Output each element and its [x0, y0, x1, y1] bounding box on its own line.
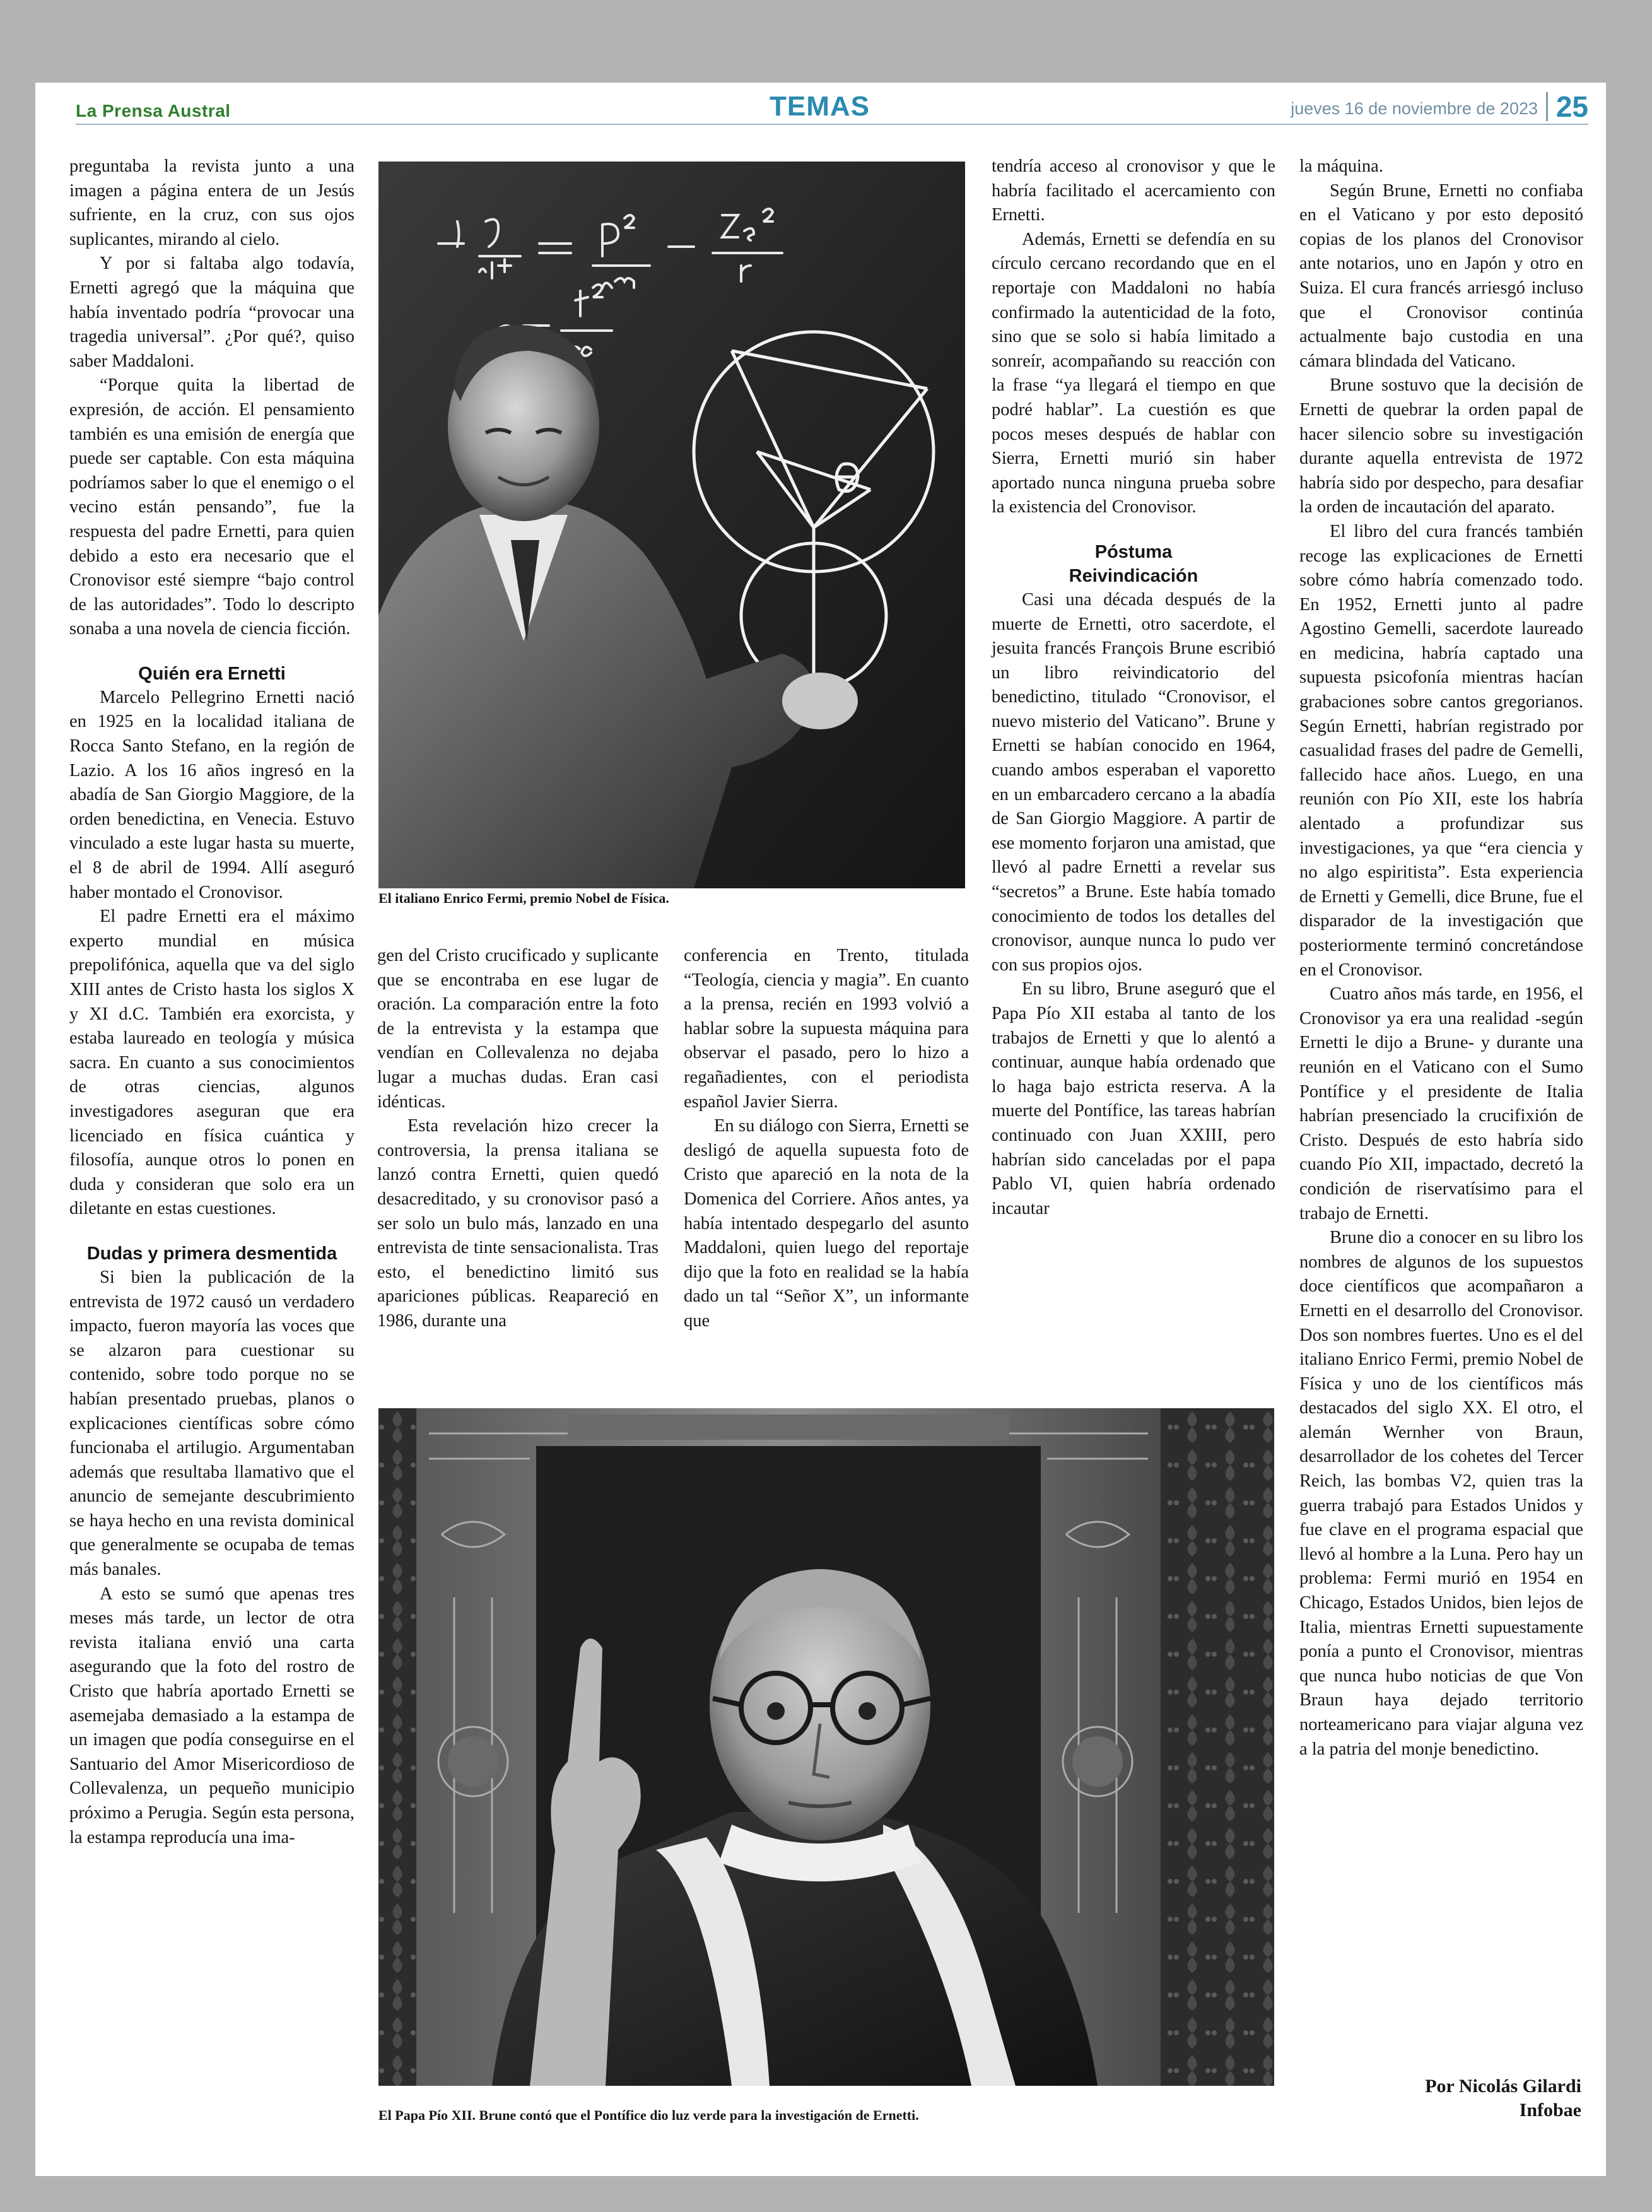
- paragraph: El padre Ernetti era el máximo experto mundial en música prepolifónica, aquella que va del siglo XIII antes de Cristo hasta los siglos X y XI d.C. También era exorcista, y estaba laureado en teología y música sacra. En cuanto a sus conocimientos de otras ciencias, algunos investigadores aseguran que era licenciado en física cuántica y filosofía, aunque otros lo ponen en duda y consideran que solo era un diletante en estas cuestiones.: [69, 907, 354, 1219]
- paragraph: tendría acceso al cronovisor y que le habría facilitado el acercamiento con Ernetti.: [992, 156, 1275, 225]
- byline: [1316, 2074, 1581, 2122]
- subheading-dudas-y-primera-desmentida: Dudas y primera desmentida: [86, 1243, 337, 1264]
- paragraph: gen del Cristo crucificado y suplicante que se encontraba en ese lugar de oración. La comparación entre la foto de la entrevista y la estampa que vendían en Collevalenza no dejaba lugar a muchas dudas. Eran casi idénticas.: [377, 946, 659, 1112]
- fermi-caption: El italiano Enrico Fermi, premio Nobel de Física.: [378, 890, 669, 906]
- paragraph: A esto se sumó que apenas tres meses más tarde, un lector de otra revista italiana envió una carta asegurando que la foto del rostro de Cristo que habría aportado Ernetti se asemejaba demasiado a la estampa de un imagen que podía conseguirse en el Santuario del Amor Misericordioso de Collevalenza, un pequeño municipio próximo a Perugia. Según esta persona, la estampa reproducía una ima-: [69, 1584, 354, 1847]
- paragraph: “Porque quita la libertad de expresión, de acción. El pensamiento también es una emisión de energía que puede ser captable. Con esta máquina podríamos saber lo que el enemigo o el vecino están pensando”, fue la respuesta del padre Ernetti, para quien debido a esto era necesario que el Cronovisor esté siempre “bajo control de las autoridades”. Todo lo descripto sonaba a una novela de ciencia ficción.: [69, 375, 354, 639]
- paragraph: la máquina.: [1299, 156, 1383, 176]
- paragraph: conferencia en Trento, titulada “Teología, ciencia y magia”. En cuanto a la prensa, recién en 1993 volvió a hablar sobre la supuesta máquina para observar el pasado, pero lo hizo a regañadientes, con el periodista español Javier Sierra.: [684, 946, 969, 1112]
- article-column-5: [1299, 155, 1583, 1762]
- pius-xii-caption: El Papa Pío XII. Brune contó que el Pontífice dio luz verde para la investigación de Ernetti.: [378, 2107, 919, 2123]
- paragraph: Además, Ernetti se defendía en su círculo cercano recordando que en el reportaje con Maddaloni no había confirmado la autenticidad de la foto, sino que se solo si había limitado a sonreír, acompañando su reacción con la frase “ya llegará el tiempo en que podré hablar”. La cuestión es que pocos meses después de hablar con Sierra, Ernetti murió sin haber aportado nunca ninguna prueba sobre la existencia del Cronovisor.: [992, 229, 1275, 517]
- paragraph: Y por si faltaba algo todavía, Ernetti agregó que la máquina que había inventado podría “provocar una tragedia universal”. ¿Por qué?, quiso saber Maddaloni.: [69, 254, 354, 371]
- page-number: 25: [1555, 90, 1588, 123]
- article-column-1: [69, 155, 354, 1850]
- paragraph: Brune sostuvo que la decisión de Ernetti de quebrar la orden papal de hacer silencio sobre su investigación durante aquella entrevista de 1972 habría sido por despecho, para desafiar la orden de incautación del aparato.: [1299, 375, 1583, 517]
- paragraph: Casi una década después de la muerte de Ernetti, otro sacerdote, el jesuita francés François Brune escribió un libro reivindicatorio del benedictino, titulado “Cronovisor, el nuevo misterio del Vaticano”. Brune y Ernetti se habían conocido en 1964, cuando ambos esperaban el vaporetto en un embarcadero cercano a la abadía de San Giorgio Maggiore. A partir de ese momento forjaron una amistad, que llevó al padre Ernetti a revelar sus “secretos” a Brune. Este había tomado conocimiento de todos los detalles del cronovisor, aunque nunca lo pudo ver con sus propios ojos.: [992, 589, 1275, 975]
- paragraph: Según Brune, Ernetti no confiaba en el Vaticano y por esto depositó copias de los planos del Cronovisor ante notarios, uno en Japón y otro en Suiza. El cura francés arriesgó incluso que el Cronovisor continúa actualmente bajo custodia en una cámara blindada del Vaticano.: [1299, 180, 1583, 371]
- paragraph: Cuatro años más tarde, en 1956, el Cronovisor ya era una realidad -según Ernetti le dijo a Brune- y durante una reunión en el Vaticano con el Sumo Pontífice y el presidente de Italia habrían presenciado la crucifixión de Cristo. Después de esto habría sido cuando Pío XII, impactado, decretó la condición de riservatísimo para el trabajo de Ernetti.: [1299, 984, 1583, 1223]
- publication-name: La Prensa Austral: [76, 101, 231, 121]
- paragraph: preguntaba la revista junto a una imagen a página entera de un Jesús sufriente, en la cruz, con sus ojos suplicantes, mirando al cielo.: [69, 156, 354, 249]
- pius-xii-photo: [378, 1408, 1274, 2086]
- page-header: [76, 87, 1588, 122]
- paragraph: El libro del cura francés también recoge las explicaciones de Ernetti sobre cómo habría comenzado todo. En 1952, Ernetti junto al padre Agostino Gemelli, sacerdote laureado en medicina, habría captado una supuesta psicofonía mientras hacían grabaciones sobre cantos gregorianos. Según Ernetti, habrían registrado por casualidad frases del padre de Gemelli, fallecido hace años. Luego, en una reunión con Pío XII, este los habría alentado a profundizar sus investigaciones, ya que “era ciencia y no algo espiritista”. Esta experiencia de Ernetti y Gemelli, dice Brune, fue el disparador de la investigación que posteriormente terminó concretándose en el Cronovisor.: [1299, 521, 1583, 980]
- article-column-2: [377, 944, 659, 1334]
- paragraph: En su libro, Brune aseguró que el Papa Pío XII estaba al tanto de los trabajos de Ernetti y que lo alentó a continuar, aunque había ordenado que lo haga bajo estricta reserva. A la muerte del Pontífice, las tareas habrían continuado con Juan XXIII, pero habrían sido canceladas por el papa Pablo VI, quien habría ordenado incautar: [992, 979, 1275, 1218]
- paragraph: Si bien la publicación de la entrevista de 1972 causó un verdadero impacto, fueron mayoría las voces que se alzaron para cuestionar su contenido, sobre todo porque no se habían presentado pruebas, planos o explicaciones científicas sobre cómo funcionaba el artilugio. Argumentaban además que resultaba llamativo que el anuncio de semejante descubrimiento se haya hecho en una revista dominical que generalmente se ocupaba de temas más banales.: [69, 1267, 354, 1580]
- author-name: Por Nicolás Gilardi: [1425, 2076, 1581, 2097]
- source-name: Infobae: [1519, 2100, 1581, 2121]
- fermi-photo: [378, 162, 965, 888]
- paragraph: Esta revelación hizo crecer la controversia, la prensa italiana se lanzó contra Ernetti, quien quedó desacreditado, y su cronovisor pasó a ser solo un bulo más, lanzado en una entrevista de tinte sensacionalista. Tras esto, el benedictino limitó sus apariciones públicas. Reapareció en 1986, durante una: [377, 1116, 659, 1331]
- article-column-3: [684, 944, 969, 1334]
- section-title: TEMAS: [770, 91, 870, 122]
- header-rule: [76, 124, 1588, 125]
- article-column-4: [992, 155, 1275, 1221]
- subheading-postuma-reivindicacion: Póstuma Reivindicación: [1069, 541, 1198, 586]
- header-divider: [1546, 92, 1548, 121]
- paragraph: Marcelo Pellegrino Ernetti nació en 1925 en la localidad italiana de Rocca Santo Stefano, en la región de Lazio. A los 16 años ingresó en la abadía de San Giorgio Maggiore, de la orden benedictina, en Venecia. Estuvo vinculado a este lugar hasta su muerte, el 8 de abril de 1994. Allí aseguró haber montado el Cronovisor.: [69, 687, 354, 902]
- paragraph: Brune dio a conocer en su libro los nombres de algunos de los supuestos doce científicos que acompañaron a Ernetti en el desarrollo del Cronovisor. Dos son nombres fuertes. Uno es el del italiano Enrico Fermi, premio Nobel de Física y uno de los científicos más destacados del siglo XX. El otro, el alemán Wernher von Braun, desarrollador de los cohetes del Tercer Reich, las bombas V2, quien tras la guerra trabajó para Estados Unidos y fue clave en el programa espacial que llevó al hombre a la Luna. Pero hay un problema: Fermi murió en 1954 en Chicago, Estados Unidos, bien lejos de Italia, mientras Ernetti supuestamente ponía a punto el Cronovisor, mientras que nunca hubo noticias de que Von Braun haya dejado territorio norteamericano para viajar alguna vez a la patria del monje benedictino.: [1299, 1228, 1583, 1759]
- subheading-quien-era-ernetti: Quién era Ernetti: [138, 663, 286, 684]
- paragraph: En su diálogo con Sierra, Ernetti se desligó de aquella supuesta foto de Cristo que apareció en la nota de la Domenica del Corriere. Años antes, ya había intentado despegarlo del asunto Maddaloni, quien luego del reportaje dijo que la foto en realidad se la había dado un tal “Señor X”, un informante que: [684, 1116, 969, 1331]
- issue-date: jueves 16 de noviembre de 2023: [1291, 99, 1538, 118]
